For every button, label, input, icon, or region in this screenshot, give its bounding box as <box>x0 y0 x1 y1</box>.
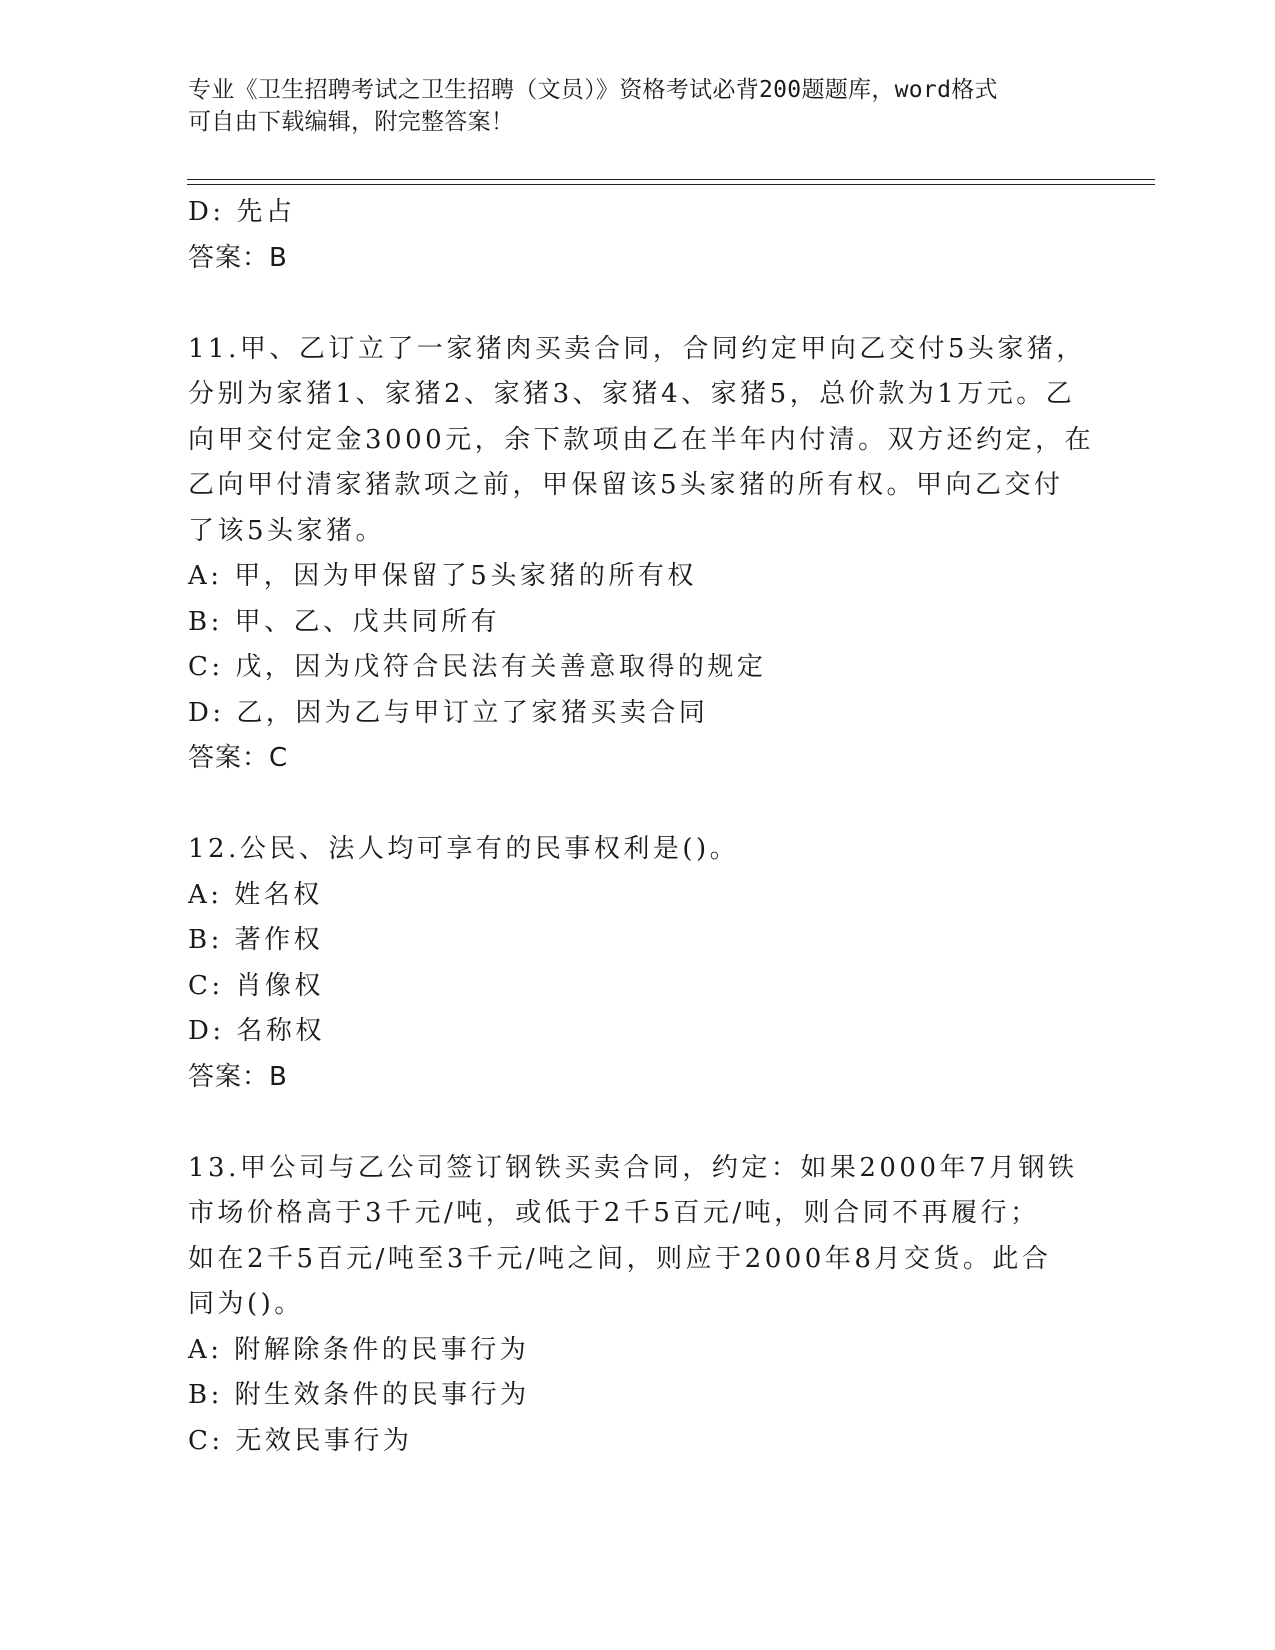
q11-option-d: D: 乙，因为乙与甲订立了家猪买卖合同 <box>188 697 709 728</box>
q12-option-b: B: 著作权 <box>188 925 324 955</box>
q11-stem-line: 乙向甲付清家猪款项之前，甲保留该5头家猪的所有权。甲向乙交付 <box>188 470 1064 500</box>
q11-stem-line: 了该5头家猪。 <box>188 515 386 546</box>
q13-option-b: B: 附生效条件的民事行为 <box>188 1380 530 1410</box>
q12-stem-line: 12.公民、法人均可享有的民事权利是()。 <box>188 834 740 864</box>
q10-option-d: D: 先占 <box>188 197 296 227</box>
q13-stem-line: 市场价格高于3千元/吨，或低于2千5百元/吨，则合同不再履行； <box>188 1198 1040 1228</box>
q11-stem-line: 11.甲、乙订立了一家猪肉买卖合同，合同约定甲向乙交付5头家猪， <box>188 333 1086 364</box>
q12-option-a: A: 姓名权 <box>188 879 323 910</box>
q11-stem-line: 向甲交付定金3000元，余下款项由乙在半年内付清。双方还约定，在 <box>188 424 1095 455</box>
q12-answer: 答案：B <box>188 1061 288 1092</box>
header-divider-bottom <box>187 184 1155 185</box>
q11-option-a: A: 甲，因为甲保留了5头家猪的所有权 <box>188 561 697 591</box>
header-divider-top <box>187 179 1155 180</box>
q13-option-a: A: 附解除条件的民事行为 <box>188 1334 530 1365</box>
question-13 <box>188 1146 1108 1465</box>
document-body <box>188 190 1108 1464</box>
q13-stem-line: 如在2千5百元/吨至3千元/吨之间，则应于2000年8月交货。此合 <box>188 1243 1052 1274</box>
spacer <box>188 782 1108 828</box>
q10-answer: 答案：B <box>188 242 288 273</box>
question-12 <box>188 827 1108 1100</box>
header-line-2: 可自由下载编辑，附完整答案！ <box>188 109 515 135</box>
q11-option-b: B: 甲、乙、戊共同所有 <box>188 606 501 637</box>
spacer <box>188 1100 1108 1146</box>
q11-option-c: C: 戊，因为戊符合民法有关善意取得的规定 <box>188 652 767 682</box>
q12-option-d: D: 名称权 <box>188 1016 325 1046</box>
q11-stem-line: 分别为家猪1、家猪2、家猪3、家猪4、家猪5，总价款为1万元。乙 <box>188 379 1076 409</box>
q13-option-c: C: 无效民事行为 <box>188 1425 413 1456</box>
q13-stem-line: 13.甲公司与乙公司签订钢铁买卖合同，约定：如果2000年7月钢铁 <box>188 1152 1078 1183</box>
q12-option-c: C: 肖像权 <box>188 970 324 1001</box>
question-11 <box>188 327 1108 782</box>
spacer <box>188 281 1108 327</box>
header-line-1: 专业《卫生招聘考试之卫生招聘（文员）》资格考试必背200题题库，word格式 <box>188 77 998 103</box>
q13-stem-line: 同为()。 <box>188 1289 304 1319</box>
document-header <box>188 74 1088 138</box>
q11-answer: 答案：C <box>188 743 289 773</box>
